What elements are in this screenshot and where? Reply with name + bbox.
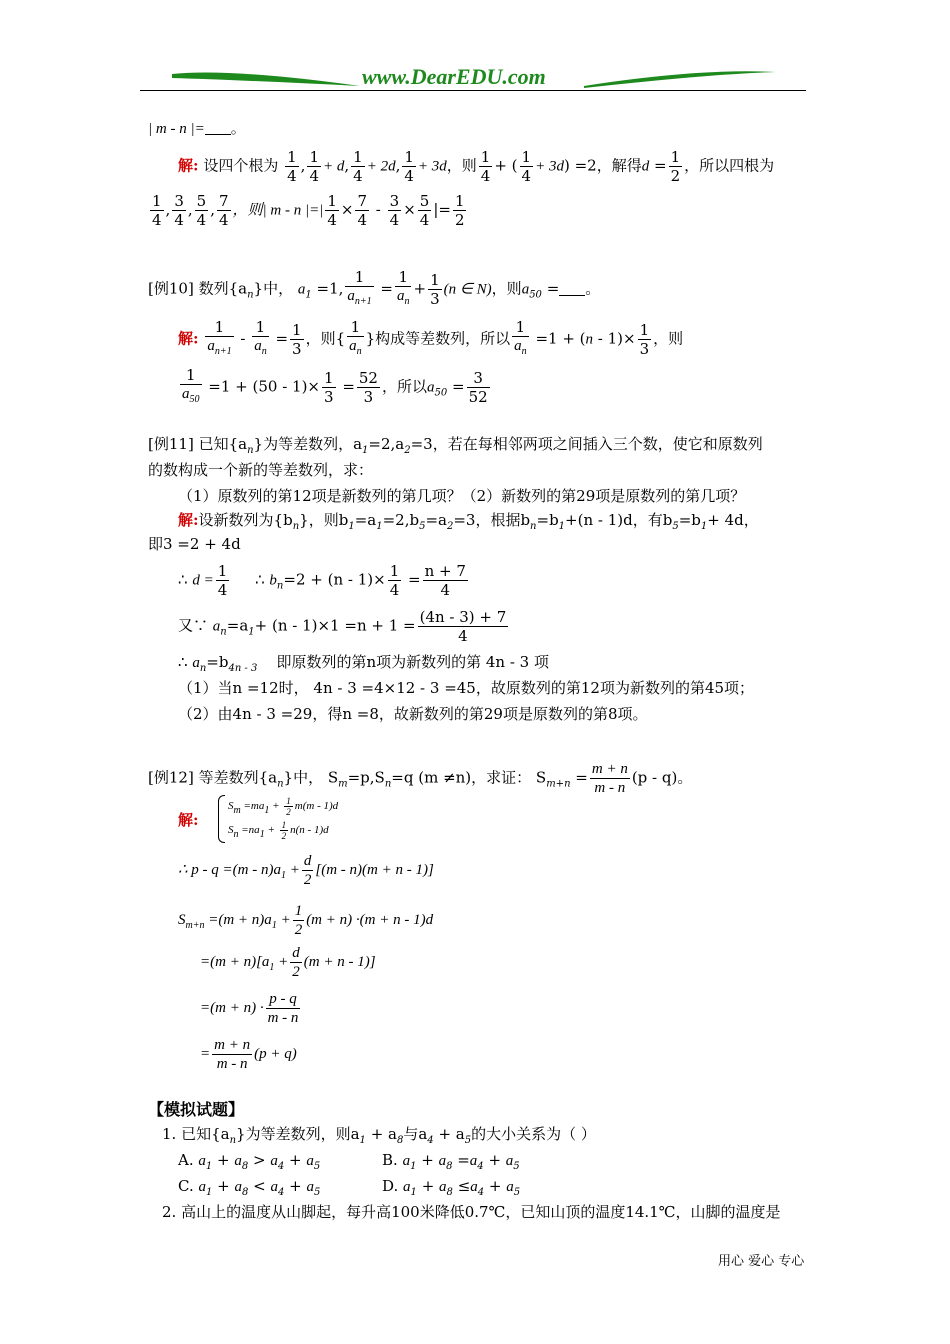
fraction: $\frac{1}{a_n}$ xyxy=(349,318,362,357)
prev-abs-expr: | m - n |= xyxy=(148,121,205,137)
equation-system-line-1: Sm =ma1 + $\frac{1}{2}$ m(m - 1)d xyxy=(228,796,339,817)
fraction: $\frac{3}{4}$ xyxy=(389,192,400,229)
fraction: $\frac{d}{2}$ xyxy=(292,945,300,980)
solution-label: 解: xyxy=(178,811,199,829)
fraction: $\frac{1}{4}$ xyxy=(309,148,319,185)
example-11-questions: （1）原数列的第12项是新数列的第几项？（2）新数列的第29项是原数列的第几项？ xyxy=(178,487,746,505)
equation-system-line-2: Sn =na1 + $\frac{1}{2}$ n(n - 1)d xyxy=(228,820,329,841)
solution-text: ，所以四根为 xyxy=(684,156,775,175)
example-11-an-formula: 又∵ $a_n=a_1+ (n - 1)\times 1 =n + 1$ = $\frac{(4n - 3) + 7}{4}$ xyxy=(178,608,507,645)
example-11-part-2: （2）由4n - 3 =29，得n =8，故新数列的第29项是原数列的第8项。 xyxy=(178,705,648,723)
fraction: $\frac{1}{4}$ xyxy=(480,148,491,185)
header-rule xyxy=(140,90,806,91)
example-12-step-4: =(m + n) · $\frac{p - q}{m - n}$ xyxy=(200,991,299,1026)
solution-text: 设四个根为 xyxy=(203,156,279,175)
prev-solution-line-2: $\frac{1}{4}$ , $\frac{3}{4}$ , $\frac{5}{4}$ , $\frac{7}{4}$ ，则| m - n |=| $\frac{1}{4}$ × $\frac{7}{4}$ - $\frac{3}{4}$ × $\frac{5}{4}$ |= $\frac{1}{2}$ xyxy=(152,192,465,229)
fraction: $\frac{1}{4}$ xyxy=(521,148,532,185)
fraction: $\frac{1}{4}$ xyxy=(404,148,414,185)
fraction: $\frac{1}{a_{n+1}}$ xyxy=(207,318,232,357)
header-site-logo: www.DearEDU.com xyxy=(362,64,546,89)
fraction: $\frac{1}{2}$ xyxy=(454,192,465,229)
header-banner xyxy=(140,60,806,92)
fraction: $\frac{1}{4}$ xyxy=(353,148,363,185)
fraction: $\frac{3}{4}$ xyxy=(174,192,184,229)
fraction: $\frac{7}{4}$ xyxy=(218,192,229,229)
fraction: $\frac{5}{4}$ xyxy=(196,192,207,229)
header-swoosh-left xyxy=(170,64,370,96)
fraction: $\frac{1}{a_{n+1}}$ xyxy=(347,268,372,307)
fraction: $\frac{1}{3}$ xyxy=(324,369,334,406)
solution-label: 解: xyxy=(178,511,199,529)
example-tag: [例11] xyxy=(148,435,194,453)
solution-text: ，解得 xyxy=(596,156,642,175)
fraction: $\frac{1}{a_n}$ xyxy=(254,318,267,357)
example-10-statement: [例10] 数列$\{a_n\}$中， $a_1 =1$, $\frac{1}{a_{n+1}}$ = $\frac{1}{a_n}$ + $\frac{1}{3}$ (n ∈ N)，则$a_{50}$ = 。 xyxy=(148,268,600,311)
fraction: $\frac{m + n}{m - n}$ xyxy=(214,1037,251,1072)
fraction: $\frac{(4n - 3) + 7}{4}$ xyxy=(419,608,507,645)
fraction: $\frac{1}{4}$ xyxy=(287,148,297,185)
mock-question-2: 2. 高山上的温度从山脚起，每升高100米降低0.7℃，已知山顶的温度14.1℃，山脚的温度是 xyxy=(162,1203,781,1221)
mock-q1-option-b[interactable]: B. $a_1 + a_8 =a_4 + a_5$ xyxy=(382,1151,520,1172)
fraction: $\frac{3}{52}$ xyxy=(468,369,488,406)
fraction: $\frac{1}{3}$ xyxy=(292,321,302,358)
answer-blank xyxy=(559,281,585,296)
prev-solution-line-1: 解: 设四个根为 $\frac{1}{4}$ , $\frac{1}{4}$ + d, $\frac{1}{4}$ + 2d, $\frac{1}{4}$ + 3d，则 $\frac{1}{4}$ + ( $\frac{1}{4}$ + 3d) =2，解得d = $\frac{1}{2}$ ，所以四根为 xyxy=(178,148,775,185)
fraction: $\frac{n + 7}{4}$ xyxy=(424,562,466,599)
fraction: $\frac{1}{4}$ xyxy=(327,192,337,229)
mock-exam-title: 【模拟试题】 xyxy=(148,1100,245,1119)
example-12-solution-label xyxy=(178,808,199,832)
mock-q1-option-a[interactable]: A. $a_1 + a_8 > a_4 + a_5$ xyxy=(178,1151,321,1172)
example-10-solution-2: $\frac{1}{a_{50}}$ =1 + (50 - 1)× $\frac{1}{3}$ = $\frac{52}{3}$ ，所以$a_{50}$ = $\frac{3}{52}$ xyxy=(178,366,492,409)
example-tag: [例12] xyxy=(148,768,194,787)
fraction: $\frac{1}{4}$ xyxy=(152,192,162,229)
fraction: $\frac{1}{4}$ xyxy=(389,562,400,599)
header-swoosh-right xyxy=(580,64,780,96)
example-12-step-5: = $\frac{m + n}{m - n}$ (p + q) xyxy=(200,1037,297,1072)
example-11-relation: ∴ $a_n=b_{4n - 3}$ 即原数列的第n项为新数列的第 4n - 3 项 xyxy=(178,653,549,674)
fraction: $\frac{7}{4}$ xyxy=(357,192,368,229)
answer-blank xyxy=(205,120,231,135)
solution-text: ，则| m - n |=| xyxy=(232,202,324,219)
footer-motto: 用心 爱心 专心 xyxy=(718,1254,805,1269)
prev-answer-line: | m - n |= 。 xyxy=(148,119,246,137)
fraction: $\frac{1}{4}$ xyxy=(217,562,228,599)
example-12-statement: [例12] 等差数列$\{a_n\}$中， $S_m=p,S_n=q$ (m ≠n)，求证： $S_{m+n}$ = $\frac{m + n}{m - n}$ (p - q)。 xyxy=(148,761,693,796)
equation-system-brace xyxy=(218,795,225,843)
example-11-solution-1: 解:设新数列为$\{b_n\}$，则$b_1=a_1=2,b_5=a_2=3$，根据$b_n=b_1+(n - 1)d$，有$b_5=b_1+ 4d$， xyxy=(178,511,759,532)
fraction: $\frac{1}{2}$ xyxy=(294,903,303,938)
example-11-statement-2: 的数构成一个新的等差数列，求： xyxy=(148,461,374,479)
mock-q1-option-d[interactable]: D. $a_1 + a_8 \le a_4 + a_5$ xyxy=(382,1177,521,1198)
example-10-solution-1: 解: $\frac{1}{a_{n+1}}$ - $\frac{1}{a_n}$ = $\frac{1}{3}$ ，则{ $\frac{1}{a_n}$ }构成等差数列，所以 $\frac{1}{a_n}$ =1 + (n - 1)× $\frac{1}{3}$ ，则 xyxy=(178,318,683,361)
fraction: $\frac{1}{a_n}$ xyxy=(514,318,527,357)
example-12-step-1: ∴ $p - q =(m - n)a_1$ + $\frac{d}{2}$ [(m - n)(m + n - 1)] xyxy=(178,853,434,888)
fraction: $\frac{d}{2}$ xyxy=(303,853,312,888)
example-11-d-value: ∴ d = $\frac{1}{4}$ ∴ $b_n=2 + (n - 1)\times$ $\frac{1}{4}$ = $\frac{n + 7}{4}$ xyxy=(178,562,466,599)
example-11-solution-2: 即3 =2 + 4d xyxy=(148,535,241,553)
fraction: $\frac{m + n}{m - n}$ xyxy=(591,761,628,796)
solution-text: |= xyxy=(433,200,451,219)
solution-label: 解: xyxy=(178,156,199,175)
solution-text: ，则 xyxy=(446,156,477,175)
fraction: $\frac{p - q}{m - n}$ xyxy=(267,991,299,1026)
example-12-step-3: $=(m + n)[a_1$ + $\frac{d}{2}$ (m + n - 1)] xyxy=(200,945,376,980)
example-tag: [例10] xyxy=(148,279,194,298)
fraction: $\frac{1}{a_{50}}$ xyxy=(182,366,200,405)
example-11-part-1: （1）当n =12时， 4n - 3 =4×12 - 3 =45，故原数列的第12项为新数列的第45项； xyxy=(178,679,755,697)
example-12-step-2: $S_{m+n} =(m + n)a_1$ + $\frac{1}{2}$ (m + n) ·(m + n - 1)d xyxy=(178,903,434,938)
example-11-statement-1: [例11] 已知$\{a_n\}$为等差数列，$a_1=2,a_2=3$，若在每相邻两项之间插入三个数，使它和原数列 xyxy=(148,435,763,456)
fraction: $\frac{5}{4}$ xyxy=(419,192,430,229)
fraction: $\frac{1}{3}$ xyxy=(639,321,650,358)
mock-question-1: 1. 已知$\{a_n\}$为等差数列，则$a_1 + a_8$与$a_4 + a_5$的大小关系为（ ） xyxy=(162,1125,596,1146)
solution-label: 解: xyxy=(178,329,199,348)
fraction: $\frac{52}{3}$ xyxy=(358,369,378,406)
mock-q1-option-c[interactable]: C. $a_1 + a_8 < a_4 + a_5$ xyxy=(178,1177,321,1198)
fraction: $\frac{1}{a_n}$ xyxy=(396,268,410,307)
fraction: $\frac{1}{3}$ xyxy=(430,271,440,308)
fraction: $\frac{1}{2}$ xyxy=(670,148,681,185)
